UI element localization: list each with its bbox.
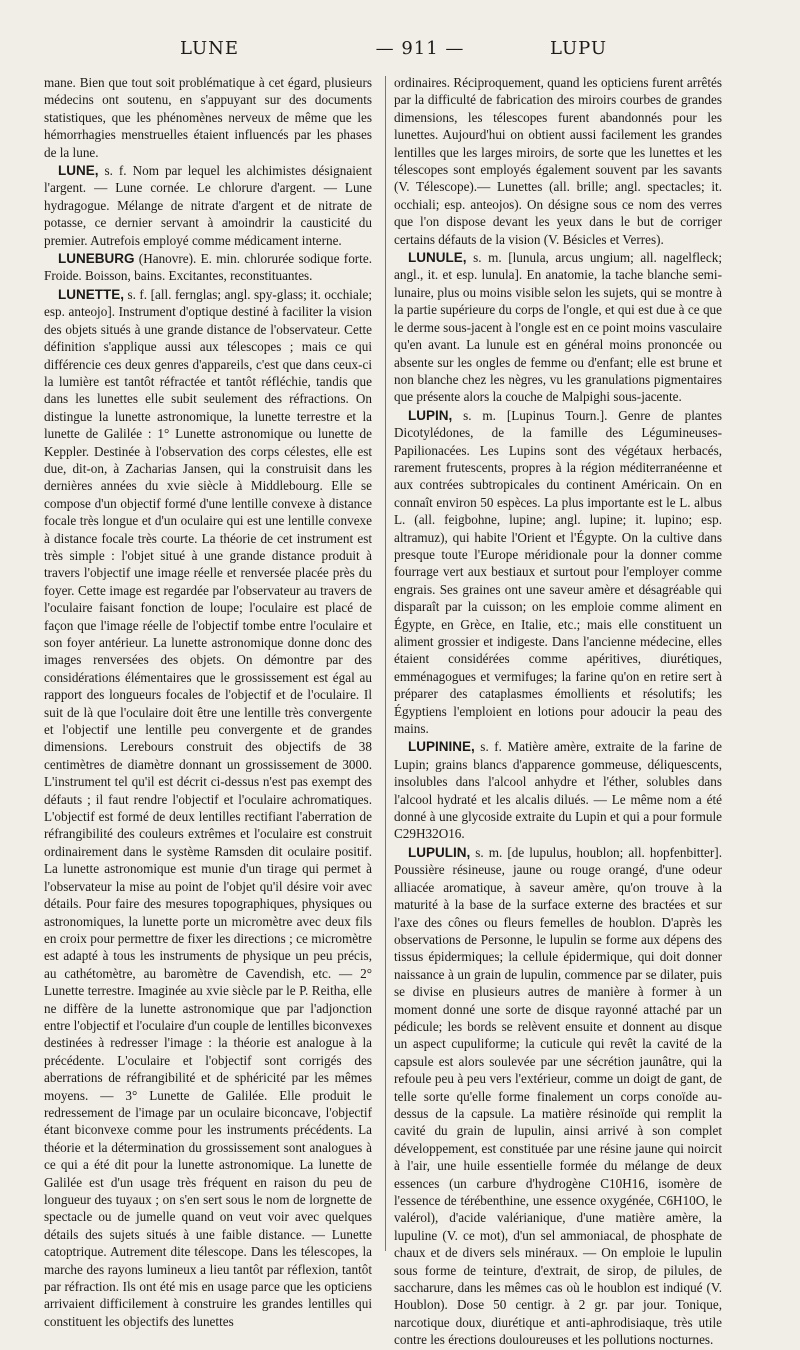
header-left-word: LUNE: [180, 38, 240, 59]
entry-headword: LUPULIN,: [408, 844, 471, 860]
dictionary-entry: [44, 286, 372, 1330]
entry-headword: LUNE,: [58, 163, 99, 179]
entry-headword: LUNULE,: [408, 250, 467, 266]
continued-text: ordinaires. Réciproquement, quand les opticiens furent arrêtés par la difficulté de fabrication des miroirs courbes de grandes dimensions, les télescopes furent abandonnés pour les lunettes. Aujourd'hui on obtient aussi facilement les grandes lentilles que les larges miroirs, de sorte que les lunettes et les télescopes sont employés également souvent par les savants (V. Télescope).— Lunettes (all. brille; angl. spectacles; it. occhiali; esp. anteojos). On désigne sous ce nom des verres que l'on dispose devant les yeux dans le but de corriger certains défauts de la vision (V. Bésicles et Verres).: [394, 75, 722, 247]
page-number: — 911 —: [375, 38, 465, 59]
entry-body: s. f. Matière amère, extraite de la farine de Lupin; grains blancs d'apparence gommeuse, déliquescents, insolubles dans l'alcool anhydre et l'éther, solubles dans l'alcool hydraté et les alcalis dilués. — Le même nom a été donné à une glycoside extraite du Lupin et qui a pour formule C29H32O16.: [394, 739, 722, 842]
dictionary-entry: [44, 250, 372, 285]
dictionary-entry: [394, 407, 722, 738]
entry-headword: LUPIN,: [408, 407, 453, 423]
entry-body: s. m. [lunula, arcus ungium; all. nagelfleck; angl., it. et esp. lunula]. En anatomie, la tache blanche semi-lunaire, plus ou moins visible selon les sujets, qui se montre à la partie supérieure du corps de l'ongle, et qui est due à ce que le derme sous-jacent à l'ongle est en ce point moins vasculaire qu'en avant. La lunule est en général moins prononcée ou absente sur les ongles de femme ou d'enfant; elle est brune et non blanche chez les nègres, vu les granulations pigmentaires que présente alors la couche de Malpighi sous-jacente.: [394, 250, 722, 405]
dictionary-entry: [394, 249, 722, 406]
entry-body: (Hanovre). E. min. chlorurée sodique forte. Froide. Boisson, bains. Excitantes, reconstituantes.: [44, 251, 372, 284]
dictionary-entry: [394, 844, 722, 1349]
continued-text: mane. Bien que tout soit problématique à cet égard, plusieurs médecins ont soutenu, en s'appuyant sur des documents statistiques, que les phénomènes nerveux de même que les hémorrhagies menstruelles étaient influencés par les phases de la lune.: [44, 75, 372, 160]
entry-body: s. f. Nom par lequel les alchimistes désignaient l'argent. — Lune cornée. Le chlorure d'argent. — Lune hydragogue. Mélange de nitrate d'argent et de nitrate de potasse, ce dernier servant à amoindrir la causticité du premier. Autrefois employé comme médicament interne.: [44, 163, 372, 248]
entry-body: s. m. [de lupulus, houblon; all. hopfenbitter]. Poussière résineuse, jaune ou rouge orangé, d'une odeur alliacée aromatique, à saveur amère, qu'on trouve à la maturité à la base de la surface externe des bractées et sur l'axe des cônes ou fleurs femelles de houblon. D'après les observations de Personne, le lupulin se forme aux dépens des tissus épidermiques; la cellule épidermique, qui doit donner naissance à un grain de lupulin, commence par se dilater, puis se divise en plusieurs autres de manière à former à un moment donné une sorte de disque rayonné attaché par un pédicule; les bords se relèvent ensuite et donnent au disque un aspect cupuliforme; la cuticule qui revêt la cavité de la capsule est alors soulevée par une sécrétion jaunâtre, qui la refoule peu à peu vers l'extérieur, comme un doigt de gant, de telle sorte qu'elle forme finalement un corps conoïde au-dessus de la capsule. La matière résinoïde qui remplit la cavité du grain de lupulin, ainsi arrivé à son complet développement, est constituée par une résine jaune qui noircit à l'air, une huile essentielle formée du mélange de deux essences (un carbure d'hydrogène C10H16, isomère de l'essence de térébenthine, une essence oxygénée, C6H10O, le valérol), d'acide valérianique, d'une matière amère, la lupuline (V. ce mot), d'un sel ammoniacal, de phosphate de chaux et de divers sels minéraux. — On emploie le lupulin sous forme de teinture, d'extrait, de sirop, de pilules, de saccharure, dans les mêmes cas où le houblon est indiqué (V. Houblon). Dose 50 centigr. à 2 gr. par jour. Tonique, narcotique doux, diurétique et anti-aphrodisiaque, très utile contre les érections douloureuses et les pollutions nocturnes.: [394, 844, 722, 1348]
right-column: [394, 74, 722, 1350]
entry-headword: LUNETTE,: [58, 286, 124, 302]
header-right-word: LUPU: [550, 38, 608, 59]
running-header: [40, 38, 760, 68]
entry-headword: LUPININE,: [408, 739, 475, 755]
dictionary-entry: [394, 738, 722, 842]
entry-headword: LUNEBURG: [58, 251, 135, 267]
dictionary-entry: [44, 162, 372, 249]
entry-body: s. f. [all. fernglas; angl. spy-glass; it. occhiale; esp. anteojo]. Instrument d'optique destiné à faciliter la vision des objets situés à une grande distance de l'observateur. Cette définition s'applique aussi aux télescopes ; mais ce qui différencie ces deux genres d'appareils, c'est que dans ceux-ci la lumière est tantôt réfractée et tantôt réfléchie, tandis que dans les lunettes elle subit seulement des réfractions. On distingue la lunette astronomique, la lunette terrestre et la lunette de Galilée : 1° Lunette astronomique ou lunette de Keppler. Destinée à l'observation des corps célestes, elle est due, dit-on, à Zacharias Jansen, qui la construisit dans les dernières années du xvie siècle à Middlebourg. Elle se compose d'un objectif formé d'une lentille convexe à distance focale très longue et d'un oculaire qui est une lentille convexe à distance focale très courte. La théorie de cet instrument est très simple : l'objet situé à une grande distance produit à travers l'objectif une image réelle et renversée placée près du foyer. Cette image est regardée par l'observateur au travers de l'oculaire faisant fonction de loupe; l'oculaire est placé de façon que l'image réelle de l'objectif tombe entre l'oculaire et son foyer antérieur. La lunette astronomique donne donc des images renversées des objets. On démontre par des considérations élémentaires que le grossissement est égal au rapport des longueurs focales de l'objectif et de l'oculaire. Il suit de là que l'oculaire doit être une lentille très convergente et l'objectif une lentille peu convergente et de grandes dimensions. Lerebours construit des objectifs de 38 centimètres de diamètre donnant un grossissement de 3000. L'instrument tel qu'il est décrit ci-dessus n'est pas exempt des défauts ; il faut rendre l'objectif et l'oculaire achromatiques. L'objectif est formé de deux lentilles rectifiant l'aberration de réfrangibilité des couleurs extrêmes et l'oculaire est construit ordinairement dans le système Ramsden dit oculaire positif. La lunette astronomique est munie d'un tirage qui permet à l'observateur la mise au point de l'objet qu'il désire voir avec détails. Pour faire des mesures topographiques, physiques ou astronomiques, la lunette porte un micromètre avec deux fils en croix pour permettre de fixer les directions ; ce micromètre est adapté à tous les instruments de physique un peu précis, au cathétomètre, au baromètre de Cavendish, etc. — 2° Lunette terrestre. Imaginée au xvie siècle par le P. Reitha, elle ne diffère de la lunette astronomique que par l'adjonction entre l'objectif et l'oculaire d'un couple de lentilles biconvexes destinées à redresser l'image : la théorie est analogue à la précédente. L'oculaire et l'objectif sont corrigés des aberrations de réfrangibilité et de sphéricité par les mêmes moyens. — 3° Lunette de Galilée. Elle produit le redressement de l'image par un oculaire biconcave, l'objectif étant biconvexe comme pour les instruments précédents. La théorie et la détermination du grossissement sont analogues à ce qui a été dit pour la lunette astronomique. La lunette de Galilée est d'un usage très fréquent en raison du peu de longueur des tuyaux ; on s'en sert sous le nom de lorgnette de spectacle ou de jumelle quand on veut voir avec quelques détails des sujets situés à une faible distance. — Lunette catoptrique. Autrement dite télescope. Dans les télescopes, la marche des rayons lumineux a lieu tantôt par réflexion, tantôt par réfraction. Ils ont été mis en usage parce que les opticiens arrivaient difficilement à construire les grandes lentilles qui constituent les objectifs des lunettes: [44, 286, 372, 1329]
entry-body: s. m. [Lupinus Tourn.]. Genre de plantes Dicotylédones, de la famille des Légumineuses-Papilionacées. Les Lupins sont des végétaux herbacés, rarement frutescents, propres à la région méditerranéenne et aux contrées subtropicales du continent Américain. On en connaît environ 50 espèces. La plus importante est le L. albus L. (all. feigbohne, lupine; angl. lupine; it. lupino; esp. altramuz), qui habite l'Orient et l'Égypte. On la cultive dans presque toute l'Europe méridionale pour la donner comme fourrage vert aux bestiaux et surtout pour l'employer comme engrais. Ses graines ont une saveur amère et désagréable qui disparaît par la cuisson; on les emploie comme aliment en Égypte, en Grèce, en Italie, etc.; mais elle constituent un aliment grossier et indigeste. Dans l'ancienne médecine, elles étaient considérées comme apéritives, diurétiques, emménagogues et vermifuges; la farine qu'on en retire sert à préparer des cataplasmes émollients et résolutifs; les Égyptiens l'emploient en lotions pour adoucir la peau des mains.: [394, 407, 722, 737]
column-divider: [385, 76, 386, 1251]
left-column: [44, 74, 372, 1331]
